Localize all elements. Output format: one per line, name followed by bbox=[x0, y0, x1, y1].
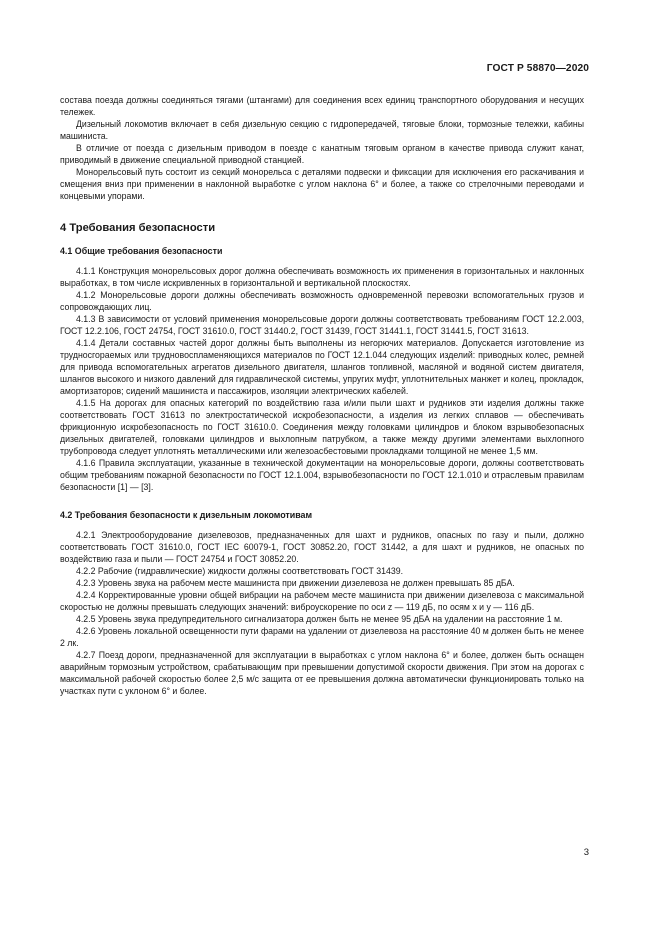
clause: 4.2.6 Уровень локальной освещенности пути фарами на удалении от дизелевоза на расстояние 40 м должен быть не менее 2 лк. bbox=[60, 626, 584, 648]
subsection-heading: 4.1 Общие требования безопасности bbox=[60, 246, 223, 256]
clause: 4.1.5 На дорогах для опасных категорий по воздействию газа и/или пыли шахт и рудников эти изделия должны также соответствовать ГОСТ 31613 по электростатической искробезопасности, а изделия из легких сплавов — обеспечивать фрикционную искробезопасность по ГОСТ 31610.0. Соединения между головками цилиндров и блоком взрывобезопасных дизельных двигателей, головками цилиндров и выхлопным патрубком, а также между другими элементами выхлопного трубопровода следует уплотнять металлическими или железоасбестовыми прокладками толщиной не менее 1,5 мм. bbox=[60, 398, 584, 456]
clause: 4.1.4 Детали составных частей дорог должны быть выполнены из негорючих материалов. Допускается изготовление из трудносгораемых или трудновоспламеняющихся материалов по ГОСТ 12.1.044 следующих изделий: приводных колес, ремней для привода вспомогательных агрегатов дизельного двигателя, шлангов топливной, масляной и водяной систем двигателя, шлангов высокого и низкого давлений для гидравлической системы, упругих муфт, уплотнительных манжет и колец, прокладок, амортизаторов; сидений машиниста и пассажиров, изоляции электрических кабелей. bbox=[60, 338, 584, 396]
clause: 4.1.3 В зависимости от условий применения монорельсовые дороги должны соответствовать требованиям ГОСТ 12.2.003, ГОСТ 12.2.106, ГОСТ 24754, ГОСТ 31610.0, ГОСТ 31440.2, ГОСТ 31439, ГОСТ 31441.1, ГОСТ 31441.5, ГОСТ 31613. bbox=[60, 314, 584, 336]
clause: 4.2.3 Уровень звука на рабочем месте машиниста при движении дизелевоза не должен превышать 85 дБА. bbox=[76, 578, 515, 588]
clause: 4.2.1 Электрооборудование дизелевозов, предназначенных для шахт и рудников, опасных по газу и пыли, должно соответствовать ГОСТ 31610.0, ГОСТ IEC 60079-1, ГОСТ 30852.20, ГОСТ 31442, а для шахт и рудников, не опасных по воздействию газа и пыли — ГОСТ 24754 и ГОСТ 30852.20. bbox=[60, 530, 584, 564]
clause: 4.1.6 Правила эксплуатации, указанные в технической документации на монорельсовые дороги, должны соответствовать общим требованиям пожарной безопасности по ГОСТ 12.1.004, взрывобезопасности по ГОСТ 12.1.010 и отраслевым правилам безопасности [1] — [3]. bbox=[60, 458, 584, 492]
page-content bbox=[60, 94, 584, 697]
clause: 4.2.7 Поезд дороги, предназначенной для эксплуатации в выработках с углом наклона 6° и более, должен быть оснащен аварийным тормозным устройством, срабатывающим при превышении допустимой скорости движения. При этом на дорогах с максимальной рабочей скоростью более 2,5 м/с защита от ее превышения должна автоматически функционировать только на участках пути с уклоном 6° и более. bbox=[60, 650, 584, 696]
subsection-heading: 4.2 Требования безопасности к дизельным локомотивам bbox=[60, 510, 313, 520]
paragraph: состава поезда должны соединяться тягами (штангами) для соединения всех единиц транспортного оборудования и несущих тележек. bbox=[60, 95, 584, 117]
paragraph: Дизельный локомотив включает в себя дизельную секцию с гидропередачей, тяговые блоки, тормозные тележки, кабины машиниста. bbox=[60, 119, 584, 141]
paragraph: В отличие от поезда с дизельным приводом в поезде с канатным тяговым органом в качестве привода служит канат, приводимый в движение специальной приводной станцией. bbox=[60, 143, 584, 165]
clause: 4.1.2 Монорельсовые дороги должны обеспечивать возможность одновременной перевозки вспомогательных грузов и сопровождающих лиц. bbox=[60, 290, 584, 312]
standard-header: ГОСТ Р 58870—2020 bbox=[486, 63, 589, 74]
clause: 4.2.5 Уровень звука предупредительного сигнализатора должен быть не менее 95 дБА на удалении на расстояние 1 м. bbox=[76, 614, 563, 624]
clause: 4.2.2 Рабочие (гидравлические) жидкости должны соответствовать ГОСТ 31439. bbox=[76, 566, 404, 576]
paragraph: Монорельсовый путь состоит из секций монорельса с деталями подвески и фиксации для исключения его раскачивания и смещения вниз при применении в наклонной выработке с углом наклона 6° и более, а также со стрелочными переводами и концевыми упорами. bbox=[60, 167, 584, 201]
page-number: 3 bbox=[583, 847, 589, 858]
clause: 4.1.1 Конструкция монорельсовых дорог должна обеспечивать возможность их применения в горизонтальных и наклонных выработках, в том числе искривленных в горизонтальной и вертикальной плоскостях. bbox=[60, 266, 584, 288]
clause: 4.2.4 Корректированные уровни общей вибрации на рабочем месте машиниста при движении дизелевоза с максимальной скоростью не должны превышать следующих значений: виброускорение по оси z — 119 дБ, по осям x и y — 116 дБ. bbox=[60, 590, 584, 612]
section-heading: 4 Требования безопасности bbox=[60, 222, 216, 234]
